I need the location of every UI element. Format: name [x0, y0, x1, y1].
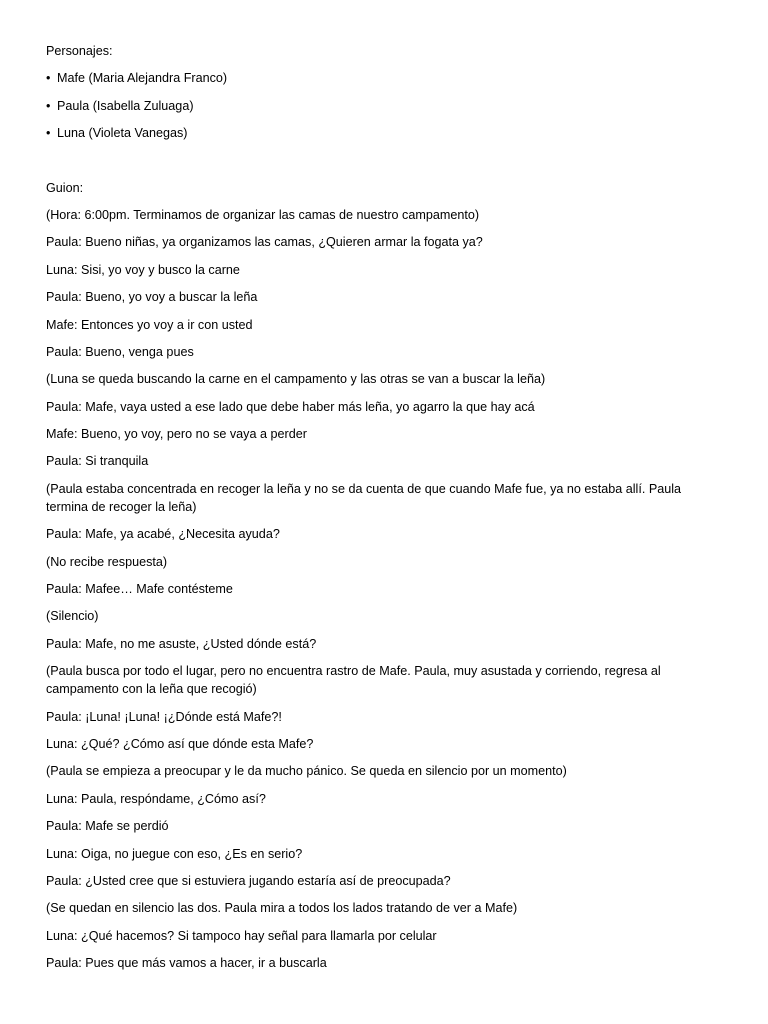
script-line: Mafe: Entonces yo voy a ir con usted: [46, 317, 253, 332]
script-line: Paula: Si tranquila: [46, 454, 149, 469]
bullet: •: [46, 98, 51, 113]
script-line: (No recibe respuesta): [46, 554, 168, 569]
character-item: [46, 69, 726, 87]
script-line: Paula: Mafe, vaya usted a ese lado que debe haber más leña, yo agarro la que hay acá: [46, 399, 535, 414]
script-line: Luna: Paula, respóndame, ¿Cómo así?: [46, 791, 266, 806]
script-line: Mafe: Bueno, yo voy, pero no se vaya a perder: [46, 427, 307, 442]
script-line: (Paula busca por todo el lugar, pero no encuentra rastro de Mafe. Paula, muy asustada y corriendo, regresa al campamento con la leña que recogió): [46, 664, 661, 697]
script-line: Paula: Mafee… Mafe contésteme: [46, 582, 233, 597]
bullet: •: [46, 126, 51, 141]
script-line: Luna: Sisi, yo voy y busco la carne: [46, 262, 240, 277]
script-line: Paula: Mafe, ya acabé, ¿Necesita ayuda?: [46, 527, 280, 542]
character-name: Mafe (Maria Alejandra Franco): [57, 71, 228, 86]
script-line: Paula: Mafe se perdió: [46, 819, 169, 834]
script-line: Paula: Bueno, venga pues: [46, 344, 194, 359]
script-line: Luna: Oiga, no juegue con eso, ¿Es en serio?: [46, 846, 303, 861]
script-line: (Silencio): [46, 609, 99, 624]
script-line: Luna: ¿Qué? ¿Cómo así que dónde esta Mafe?: [46, 736, 314, 751]
script-line: Paula: ¡Luna! ¡Luna! ¡¿Dónde está Mafe?!: [46, 709, 282, 724]
script-line: Luna: ¿Qué hacemos? Si tampoco hay señal para llamarla por celular: [46, 928, 437, 943]
script-line: Paula: Mafe, no me asuste, ¿Usted dónde está?: [46, 636, 317, 651]
character-item: [46, 97, 726, 115]
characters-heading: Personajes:: [46, 44, 113, 58]
script-line: (Hora: 6:00pm. Terminamos de organizar las camas de nuestro campamento): [46, 207, 480, 222]
script-line: (Se quedan en silencio las dos. Paula mira a todos los lados tratando de ver a Mafe): [46, 901, 518, 916]
character-item: [46, 124, 726, 142]
script-line: Paula: Bueno, yo voy a buscar la leña: [46, 290, 258, 305]
bullet: •: [46, 71, 51, 86]
script-line: Paula: Bueno niñas, ya organizamos las camas, ¿Quieren armar la fogata ya?: [46, 235, 483, 250]
character-name: Paula (Isabella Zuluaga): [57, 98, 194, 113]
script-line: (Luna se queda buscando la carne en el campamento y las otras se van a buscar la leña): [46, 372, 546, 387]
document-page: [46, 42, 726, 982]
blank-line: [46, 152, 726, 179]
script-line: Paula: Pues que más vamos a hacer, ir a buscarla: [46, 956, 327, 971]
character-name: Luna (Violeta Vanegas): [57, 126, 188, 141]
script-line: (Paula estaba concentrada en recoger la leña y no se da cuenta de que cuando Mafe fue, ya no estaba allí. Paula termina de recoger la leña): [46, 481, 682, 514]
script-line: Paula: ¿Usted cree que si estuviera jugando estaría así de preocupada?: [46, 873, 451, 888]
script-heading: Guion:: [46, 180, 84, 195]
script-line: (Paula se empieza a preocupar y le da mucho pánico. Se queda en silencio por un momento): [46, 764, 567, 779]
